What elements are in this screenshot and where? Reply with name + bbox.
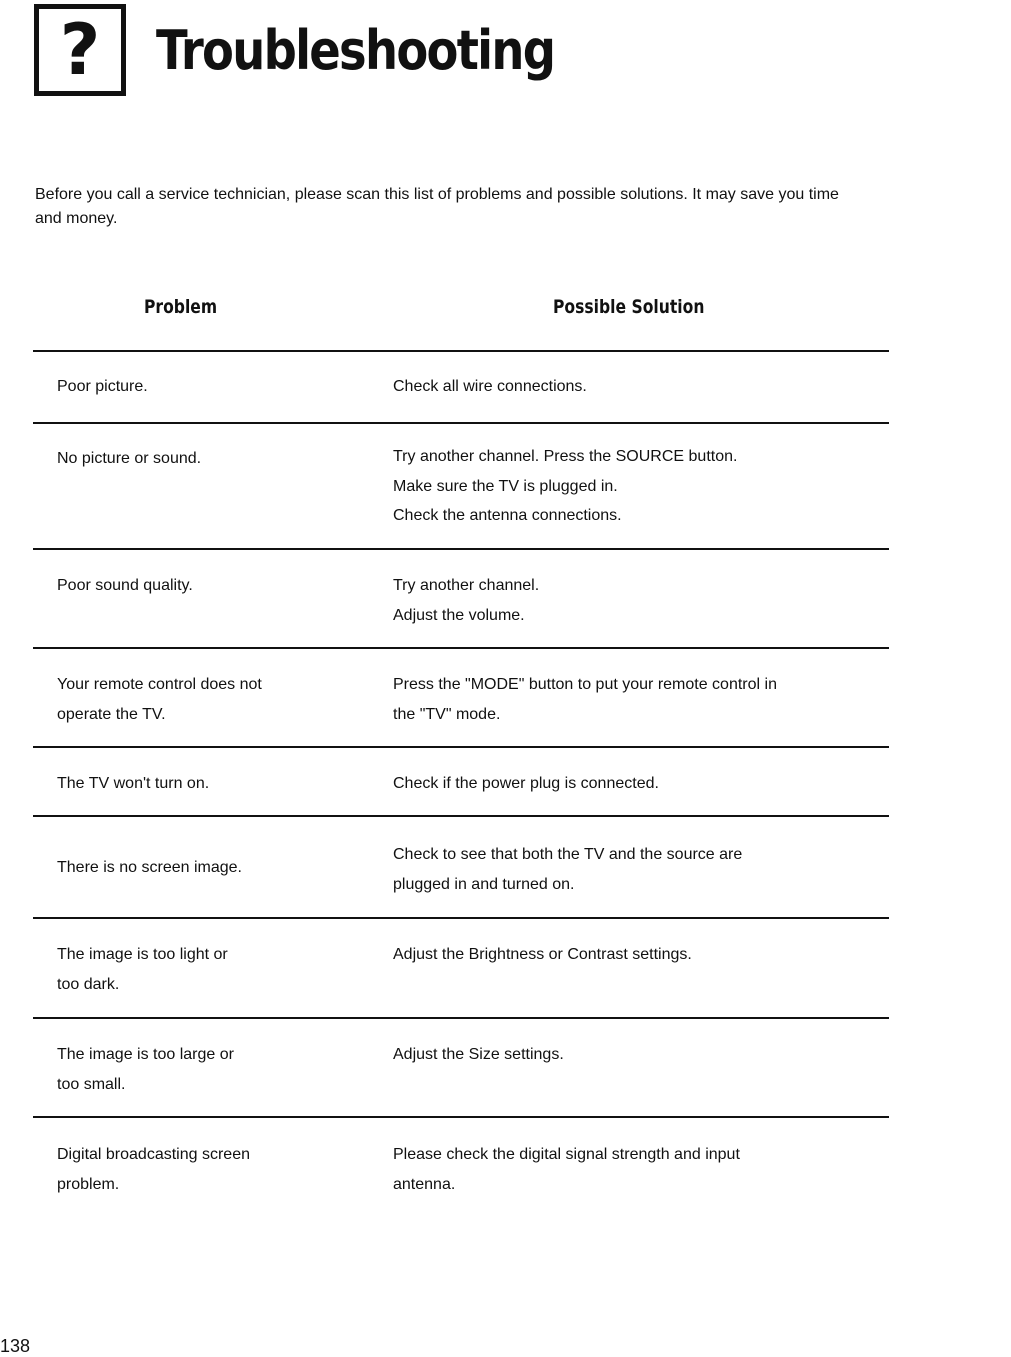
column-header-solution: Possible Solution (553, 296, 705, 318)
solution-text: Check all wire connections. (393, 378, 587, 395)
problem-text: The TV won't turn on. (57, 775, 210, 792)
problem-text: operate the TV. (57, 705, 166, 723)
table-row-solution (393, 571, 883, 630)
problem-text: Digital broadcasting screen (57, 1146, 250, 1163)
table-row-solution (393, 372, 883, 402)
table-row-problem (57, 853, 357, 883)
solution-text: Check the antenna connections. (393, 507, 622, 524)
problem-text: There is no screen image. (57, 859, 242, 876)
table-row-solution (393, 940, 883, 970)
table-row-solution (393, 442, 883, 531)
solution-text: Please check the digital signal strength and input (393, 1146, 740, 1163)
solution-text: antenna. (393, 1175, 456, 1193)
problem-text: Poor picture. (57, 378, 148, 395)
table-divider (33, 746, 889, 748)
table-row-problem (57, 670, 357, 729)
page-title: Troubleshooting (156, 18, 555, 82)
table-row-problem (57, 1040, 357, 1099)
table-divider (33, 350, 889, 352)
problem-text: problem. (57, 1175, 120, 1193)
table-row-solution (393, 840, 883, 899)
solution-text: Adjust the Brightness or Contrast settings. (393, 946, 692, 963)
table-divider (33, 422, 889, 424)
solution-text: Try another channel. (393, 577, 540, 594)
table-row-problem (57, 769, 357, 799)
table-divider (33, 647, 889, 649)
solution-text: Try another channel. Press the SOURCE button. (393, 448, 738, 465)
table-row-solution (393, 1140, 883, 1199)
page-number: 138 (0, 1336, 31, 1356)
table-divider (33, 815, 889, 817)
table-row-solution (393, 1040, 883, 1070)
problem-text: The image is too light or (57, 946, 228, 963)
table-row-problem (57, 571, 357, 601)
solution-text: Check to see that both the TV and the source are (393, 846, 743, 863)
solution-text: the "TV" mode. (393, 705, 501, 723)
column-header-problem: Problem (144, 296, 218, 318)
table-divider (33, 1116, 889, 1118)
solution-text: Adjust the volume. (393, 606, 525, 624)
table-divider (33, 1017, 889, 1019)
page-header (34, 0, 619, 100)
table-row-solution (393, 769, 883, 799)
solution-text: plugged in and turned on. (393, 875, 575, 893)
table-row-problem (57, 444, 357, 474)
table-divider (33, 917, 889, 919)
solution-text: Press the "MODE" button to put your remote control in (393, 676, 777, 693)
table-row-problem (57, 1140, 357, 1199)
problem-text: Poor sound quality. (57, 577, 193, 594)
table-divider (33, 548, 889, 550)
problem-text: too small. (57, 1075, 126, 1093)
question-mark-icon: ? (34, 4, 126, 96)
intro-paragraph: Before you call a service technician, please scan this list of problems and possible solutions. It may save you time and money. (35, 186, 839, 227)
problem-text: No picture or sound. (57, 450, 202, 467)
solution-text: Check if the power plug is connected. (393, 775, 659, 792)
table-row-problem (57, 372, 357, 402)
table-row-solution (393, 670, 883, 729)
problem-text: too dark. (57, 975, 120, 993)
solution-text: Adjust the Size settings. (393, 1046, 564, 1063)
problem-text: The image is too large or (57, 1046, 234, 1063)
table-row-problem (57, 940, 357, 999)
solution-text: Make sure the TV is plugged in. (393, 477, 618, 495)
problem-text: Your remote control does not (57, 676, 262, 693)
